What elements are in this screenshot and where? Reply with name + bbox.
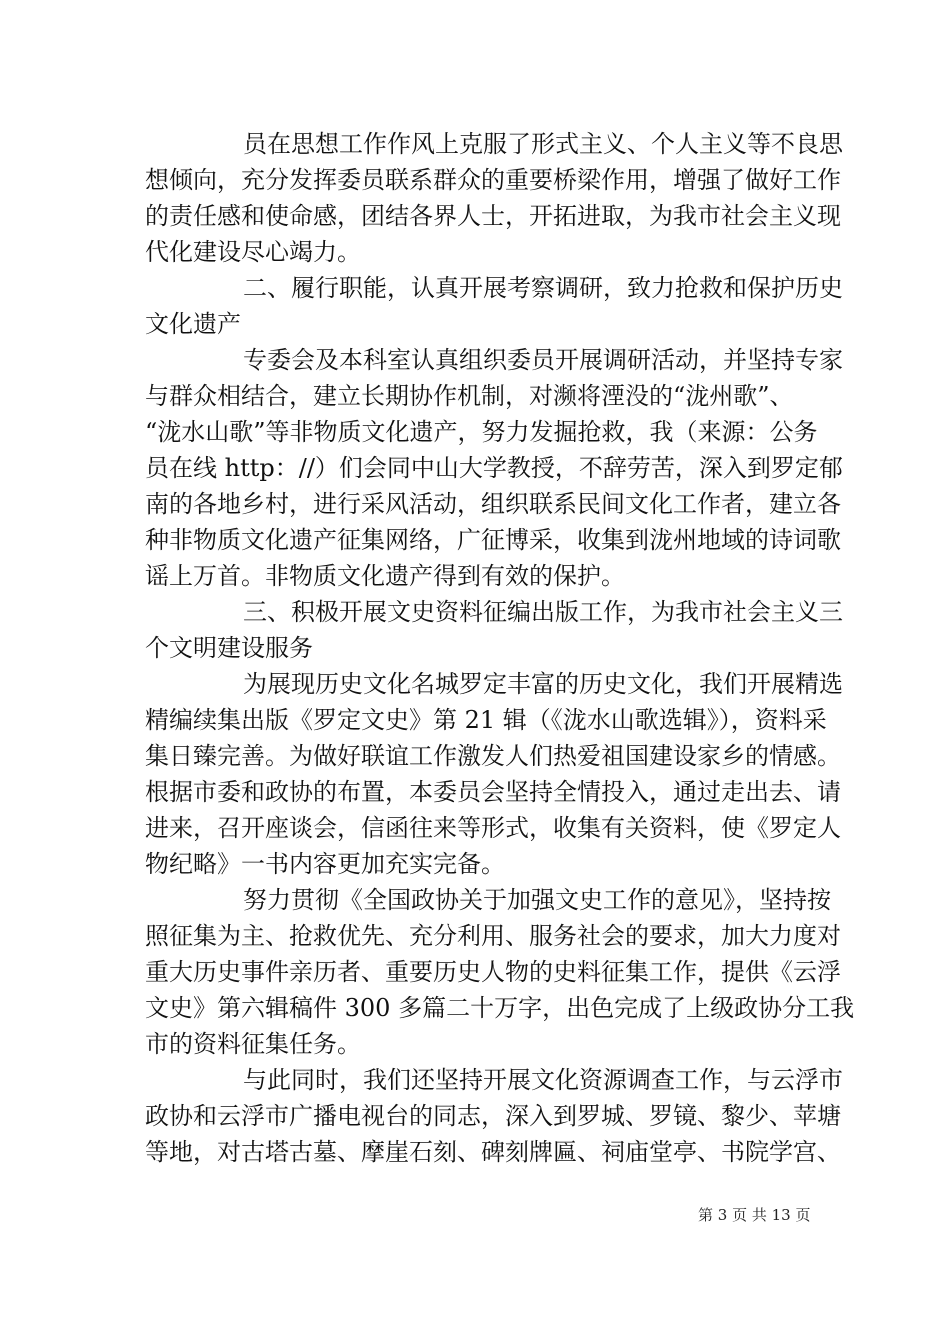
text-line: 文史》第六辑稿件 300 多篇二十万字，出色完成了上级政协分工我 [145,994,855,1022]
text-line: 进来，召开座谈会，信函往来等形式，收集有关资料，使《罗定人 [145,814,841,842]
text-line: 员在线 http：//）们会同中山大学教授，不辞劳苦，深入到罗定郁 [145,454,843,482]
text-line: 市的资料征集任务。 [145,1030,361,1058]
text-line: 物纪略》一书内容更加充实完备。 [145,850,505,878]
text-line: 与此同时，我们还坚持开展文化资源调查工作，与云浮市 [243,1066,843,1094]
text-line: 集日臻完善。为做好联谊工作激发人们热爱祖国建设家乡的情感。 [145,742,841,770]
text-line: 等地，对古塔古墓、摩崖石刻、碑刻牌匾、祠庙堂亭、书院学宫、 [145,1138,841,1166]
text-line: “泷水山歌”等非物质文化遗产，努力发掘抢救，我（来源：公务 [145,418,818,446]
page-number-footer: 第 3 页 共 13 页 [698,1206,811,1224]
text-line: 南的各地乡村，进行采风活动，组织联系民间文化工作者，建立各 [145,490,841,518]
text-line: 根据市委和政协的布置，本委员会坚持全情投入，通过走出去、请 [145,778,841,806]
text-line: 精编续集出版《罗定文史》第 21 辑（《泷水山歌选辑》），资料采 [145,706,827,734]
section-heading: 三、积极开展文史资料征编出版工作，为我市社会主义三 [243,598,843,626]
section-heading: 二、履行职能，认真开展考察调研，致力抢救和保护历史 [243,274,843,302]
text-line: 代化建设尽心竭力。 [145,238,361,266]
text-line: 重大历史事件亲历者、重要历史人物的史料征集工作，提供《云浮 [145,958,841,986]
text-line: 与群众相结合，建立长期协作机制，对濒将湮没的“泷州歌”、 [145,382,794,410]
text-line: 员在思想工作作风上克服了形式主义、个人主义等不良思 [243,130,843,158]
text-line: 照征集为主、抢救优先、充分利用、服务社会的要求，加大力度对 [145,922,841,950]
section-heading-continuation: 个文明建设服务 [145,634,313,662]
text-line: 专委会及本科室认真组织委员开展调研活动，并坚持专家 [243,346,843,374]
text-line: 种非物质文化遗产征集网络，广征博采，收集到泷州地域的诗词歌 [145,526,841,554]
text-line: 为展现历史文化名城罗定丰富的历史文化，我们开展精选 [243,670,843,698]
text-line: 想倾向，充分发挥委员联系群众的重要桥梁作用，增强了做好工作 [145,166,841,194]
text-line: 的责任感和使命感，团结各界人士，开拓进取，为我市社会主义现 [145,202,841,230]
text-line: 政协和云浮市广播电视台的同志，深入到罗城、罗镜、黎少、苹塘 [145,1102,841,1130]
text-line: 努力贯彻《全国政协关于加强文史工作的意见》，坚持按 [243,886,831,914]
text-line: 谣上万首。非物质文化遗产得到有效的保护。 [145,562,625,590]
section-heading-continuation: 文化遗产 [145,310,241,338]
